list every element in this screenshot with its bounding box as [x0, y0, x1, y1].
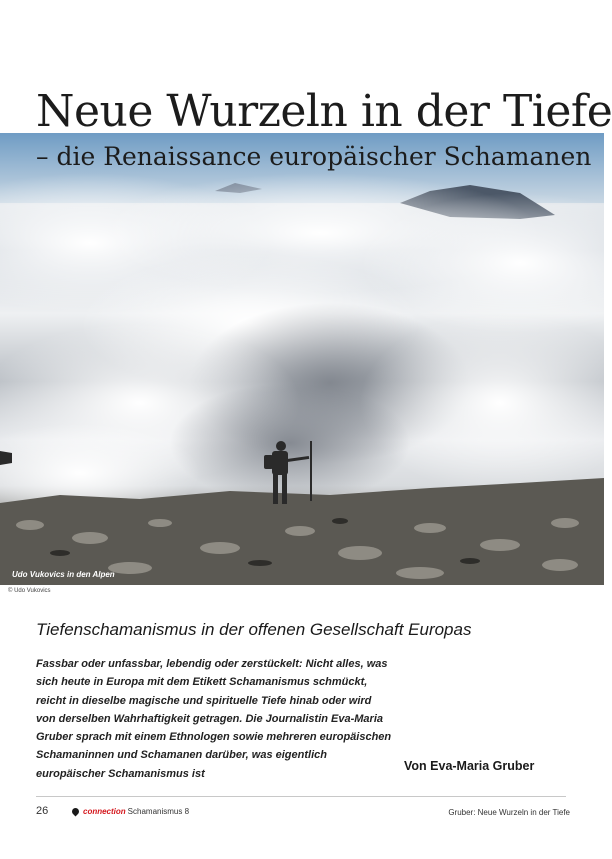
lead-line: Gruber sprach mit einem Ethnologen sowie mehreren europäischen: [36, 731, 392, 744]
lead-line: reicht in dieselbe magische und spirituelle Tiefe hinab oder wird: [36, 694, 372, 707]
lead-line: von derselben Wahrhaftigkeit getragen. Die Journalistin Eva-Maria: [36, 712, 383, 725]
magazine-logo: [72, 807, 189, 816]
author-byline: Von Eva-Maria Gruber: [404, 759, 535, 773]
page-subtitle: – die Renaissance europäischer Schamanen: [36, 142, 592, 171]
page-title: Neue Wurzeln in der Tiefe: [36, 86, 612, 137]
footer-divider: [36, 796, 566, 797]
hero-photo: [0, 133, 604, 585]
photo-caption: Udo Vukovics in den Alpen: [12, 570, 115, 579]
lead-line: Schamaninnen und Schamanen darüber, was eigentlich: [36, 749, 327, 762]
photo-credit: © Udo Vukovics: [8, 588, 51, 594]
section-heading: Tiefenschamanismus in der offenen Gesellschaft Europas: [36, 620, 472, 639]
lead-line: Fassbar oder unfassbar, lebendig oder zerstückelt: Nicht alles, was: [36, 658, 388, 670]
lead-paragraph: [36, 655, 406, 783]
lead-line: sich heute in Europa mit dem Etikett Schamanismus schmückt,: [36, 676, 368, 689]
page-number: 26: [36, 805, 49, 817]
running-title: Gruber: Neue Wurzeln in der Tiefe: [448, 808, 570, 817]
mountain-clouds-illustration: [0, 133, 604, 585]
logo-drop-icon: [71, 807, 81, 817]
logo-brand: connection: [83, 807, 126, 816]
lead-line: europäischer Schamanismus ist: [36, 767, 205, 780]
logo-issue: Schamanismus 8: [127, 807, 190, 816]
